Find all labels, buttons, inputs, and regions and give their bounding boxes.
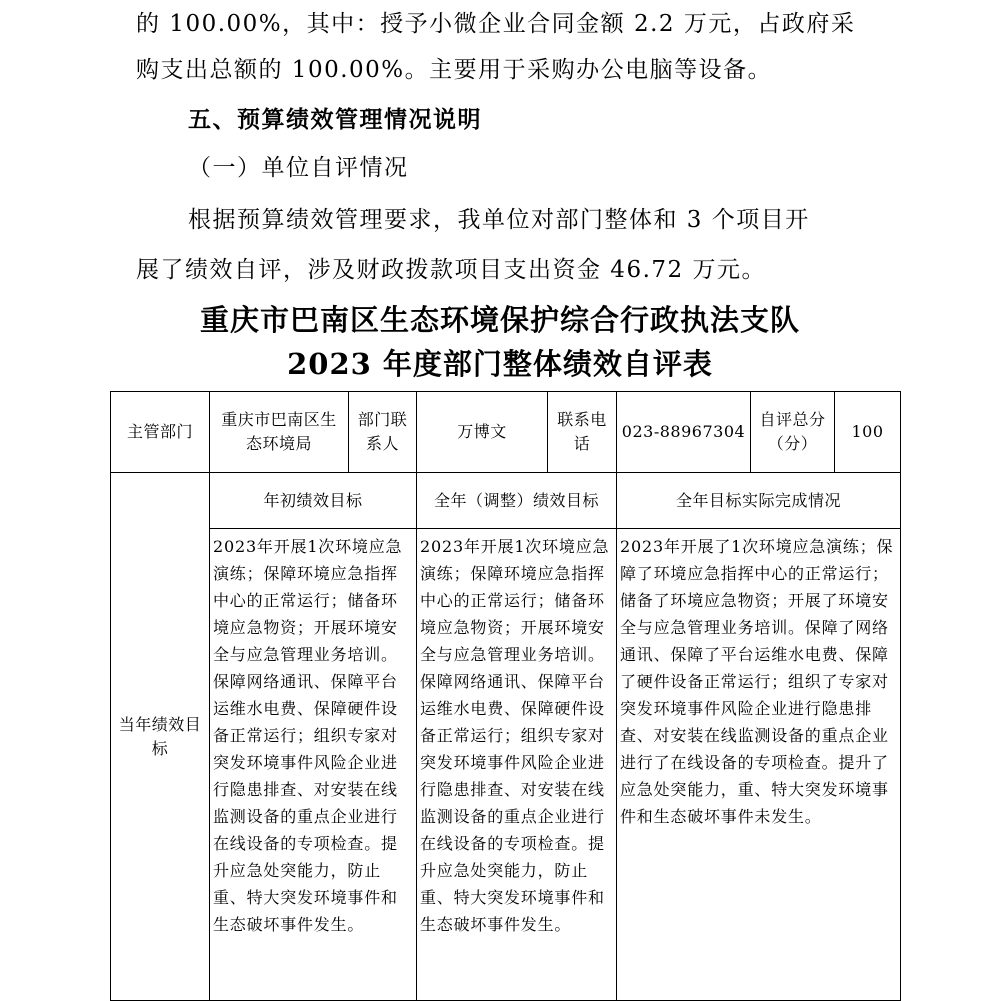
table-row <box>111 392 901 473</box>
paragraph-line: 根据预算绩效管理要求，我单位对部门整体和 3 个项目开 <box>188 207 810 233</box>
dept-label: 主管部门 <box>111 392 210 473</box>
col-adjusted-goals: 全年（调整）绩效目标 <box>417 473 617 529</box>
col-initial-goals: 年初绩效目标 <box>210 473 417 529</box>
performance-table <box>110 391 901 1001</box>
table-title: 重庆市巴南区生态环境保护综合行政执法支队 <box>199 303 800 337</box>
contact-label: 部门联系人 <box>349 392 417 473</box>
dept-value: 重庆市巴南区生态环境局 <box>210 392 349 473</box>
col-actual-completion: 全年目标实际完成情况 <box>617 473 901 529</box>
initial-goals-text: 2023年开展1次环境应急演练；保障环境应急指挥中心的正常运行；储备环境应急物资；开展环境安全与应急管理业务培训。保障网络通讯、保障平台运维水电费、保障硬件设备正常运行；组织专家对突发环境事件风险企业进行隐患排查、对安装在线监测设备的重点企业进行在线设备的专项检查。提升应急处突能力，防止重、特大突发环境事件和生态破坏事件发生。 <box>210 529 417 1001</box>
actual-completion-text: 2023年开展了1次环境应急演练；保障了环境应急指挥中心的正常运行；储备了环境应急物资；开展了环境安全与应急管理业务培训。保障了网络通讯、保障了平台运维水电费、保障了硬件设备正常运行；组织了专家对突发环境事件风险企业进行隐患排查、对安装在线监测设备的重点企业进行了在线设备的专项检查。提升了应急处突能力，重、特大突发环境事件和生态破坏事件未发生。 <box>617 529 901 1001</box>
goals-row-label: 当年绩效目标 <box>111 473 210 1001</box>
score-value: 100 <box>835 392 901 473</box>
subsection-heading: （一）单位自评情况 <box>188 155 409 181</box>
table-row <box>111 473 901 529</box>
adjusted-goals-text: 2023年开展1次环境应急演练；保障环境应急指挥中心的正常运行；储备环境应急物资；开展环境安全与应急管理业务培训。保障网络通讯、保障平台运维水电费、保障硬件设备正常运行；组织专家对突发环境事件风险企业进行隐患排查、对安装在线监测设备的重点企业进行在线设备的专项检查。提升应急处突能力，防止重、特大突发环境事件和生态破坏事件发生。 <box>417 529 617 1001</box>
paragraph-line: 的 100.00%，其中：授予小微企业合同金额 2.2 万元，占政府采 <box>136 11 856 37</box>
table-subtitle: 2023 年度部门整体绩效自评表 <box>287 347 713 381</box>
section-heading: 五、预算绩效管理情况说明 <box>188 106 482 133</box>
paragraph-line: 购支出总额的 100.00%。主要用于采购办公电脑等设备。 <box>136 57 773 83</box>
phone-label: 联系电话 <box>548 392 617 473</box>
table-row <box>111 529 901 1001</box>
phone-value: 023-88967304 <box>617 392 751 473</box>
score-label: 自评总分（分） <box>751 392 835 473</box>
contact-value: 万博文 <box>417 392 548 473</box>
paragraph-line: 展了绩效自评，涉及财政拨款项目支出资金 46.72 万元。 <box>136 257 766 283</box>
